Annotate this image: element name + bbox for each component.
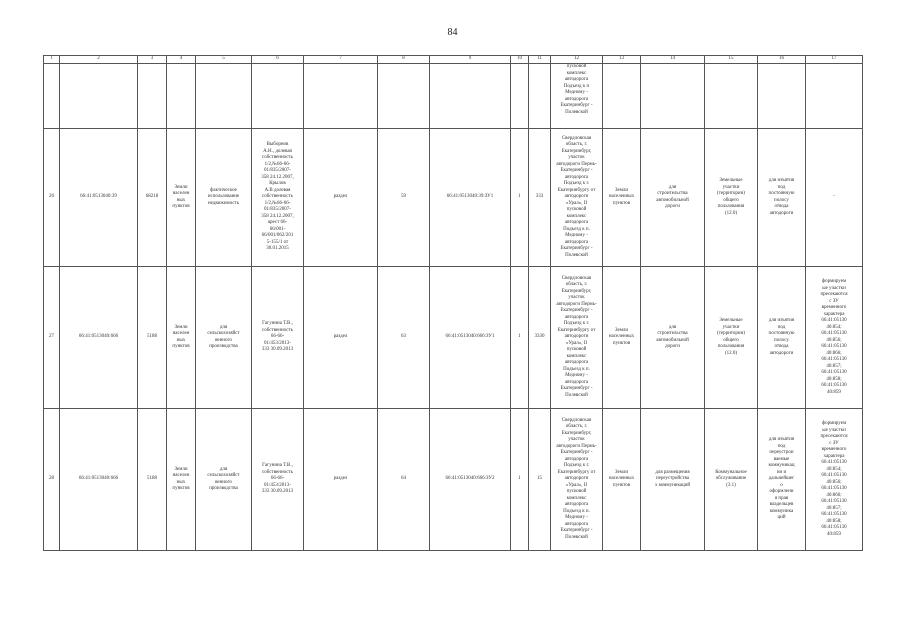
cell-line: дальнейшег [768,476,795,482]
cell-line: 1/2,№66-66- [264,200,291,206]
cell-line: населенных [608,194,635,200]
cell-line: (территории) [717,331,745,336]
cell-line: Земли [174,466,188,472]
cell-line: область, г. [565,424,588,430]
column-number: 8 [378,56,430,64]
formation-method-cell: раздел [304,129,378,267]
formation-method-cell: раздел [304,267,378,409]
cell-line: 66:41:05130 [821,370,847,375]
cell-line: 66/001- [269,226,286,232]
cell-line: участок [568,155,585,161]
cell-line: 333 30.09.2013 [261,489,294,495]
cell-line: населенных [608,476,635,482]
cell-line: участки [722,184,740,190]
cell-line: автодорога [564,456,589,462]
cell-line: автодорога [564,220,589,226]
land-category-cell [167,409,196,551]
new-plot-id-cell: 66:41:0513040:666:ЗУ2 [430,409,511,551]
cell-line: характера [823,311,845,317]
cell-line: пусковой [566,489,587,495]
column-number: 16 [758,56,806,64]
cell-line: с ЗУ [829,298,839,304]
cell-line: общего [723,197,739,203]
notes-cell [806,409,863,551]
cell-line: Медному - [565,233,588,239]
cell-line: 66:41:05130 [821,383,847,388]
cell-line: пресекаются [820,292,848,297]
cell-line: полосу [774,337,789,343]
cell-line: Екатеринбургу от [557,327,596,333]
cell-line: 40:854; [826,466,842,472]
area-cell: 68218 [138,129,167,267]
cadastral-number-cell: 66:41:0513040:666 [60,409,138,551]
column-number: 13 [603,56,641,64]
cell-line: (12.0) [724,210,738,216]
cell-line: переустройства [655,476,690,482]
cell-line: Земли [614,327,629,333]
cell-line: недвижимость [207,200,239,206]
cell-line: х коммуникаций [654,482,691,488]
cell-line: автодорога [564,360,589,366]
cell-line: строительства [657,331,688,336]
area-cell: 5188 [138,409,167,551]
cell-line: венного [215,337,232,343]
cell-line: отвода [774,204,789,209]
contour-cell: 1 [511,267,529,409]
row-number-cell: 26 [44,129,60,267]
column-number: 3 [138,56,167,64]
cell-line: Подъезд к г. [563,181,590,187]
plot-number-cell: 64 [378,409,430,551]
cell-line: 66:41:05130 [821,512,847,517]
cell-line: Гагунина Т.В., [262,321,293,327]
cell-line: для [219,324,228,330]
cell-line: использование [207,194,240,200]
cell-line: Подъезд к п. [563,226,590,232]
cadastral-number-cell: 66:41:0513040:666 [60,267,138,409]
cell-line: автодороги Пермь- [556,161,597,167]
cell-line: пунктов [612,482,631,488]
use-type-cell [705,267,758,409]
cell-line: пусковой [566,207,587,213]
cell-line: дороги [665,344,680,349]
plot-number-cell: 63 [378,267,430,409]
cell-line: 66:41:05130 [821,486,847,491]
formation-method-cell: раздел [304,409,378,551]
cell-line: автодорога [564,502,589,508]
cell-line: область, г. [565,282,588,288]
cell-line: 01/453/2013- [264,340,291,346]
cell-line: пунктов [172,204,190,209]
cell-line: владельцев [769,502,794,508]
cell-line: Подъезд к г. [563,321,590,327]
cell-line: коммуникац [768,463,795,469]
cell-line: пунктов [612,340,631,346]
cell-line: фактическое [210,187,237,193]
cell-line: автомобильной [656,197,689,203]
cell-line: Екатеринбург - [560,103,593,108]
cell-line: формируем [821,279,847,284]
cell-line: автомобильной [656,337,689,343]
row-number-cell: 28 [44,409,60,551]
column-number: 15 [705,56,758,64]
cell-line: Земли [174,324,188,330]
cell-line: для [219,466,228,472]
new-category-cell [603,267,641,409]
row-number-cell: 27 [44,267,60,409]
cell-line: для [668,184,677,190]
contour-cell: 1 [511,129,529,267]
cell-line: участок [568,295,585,301]
cell-line: комплекс [566,213,587,219]
cell-line: Подъезд к г. [563,463,590,469]
cell-line: 40:858; [826,518,842,524]
cell-line: производства [209,344,238,349]
page-number: 84 [447,27,458,38]
plot-number-cell: 59 [378,129,430,267]
cell-line: А.Н., долевая [263,148,292,154]
cell-line: Подъезд к п [563,83,590,89]
cell-line: Екатеринбург, [561,430,592,436]
cell-line: для [668,324,677,330]
cell-line: участки [722,324,740,330]
cell-line: полосу [774,197,789,203]
cell-line: Екатеринбург - [560,168,593,174]
cell-line: (12.0) [724,350,738,356]
cell-line: комплекс [566,353,587,359]
cell-line: Екатеринбург, [561,148,592,154]
cell-line: постоянную [768,331,795,336]
cell-line: участок [568,437,585,443]
cell-line: Земли [614,469,629,475]
seizure-purpose-cell [758,267,806,409]
cell-line: пунктов [612,200,631,206]
location-cell [551,409,603,551]
cell-line: коммуника [769,508,794,514]
new-area-cell: 3330 [529,267,551,409]
cell-line: 66:41:05130 [821,460,847,465]
cell-line: «Урал», II [565,200,588,206]
cell-line: дороги [665,204,680,209]
cell-line: Земельные [719,318,743,323]
cell-line: автодорога [564,239,589,245]
cell-line: автодороги [769,210,794,216]
new-area-cell: 15 [529,409,551,551]
cell-line: автодорога [564,314,589,320]
cell-line: автодороги Пермь- [556,443,597,449]
purpose-cell [641,409,705,551]
permitted-use-cell [196,267,252,409]
cell-line: 40:866; [826,492,842,498]
column-number: 4 [167,56,196,64]
permitted-use-cell [196,129,252,267]
cell-line: 01/453/2013- [264,482,291,488]
cell-line: ии и [776,469,787,475]
cell-line: Екатеринбургу от [557,187,596,193]
column-number-row [44,56,863,64]
cell-line: для размещения [655,469,690,475]
cell-line: Земельные [719,178,743,183]
cell-line: собственность [262,327,293,333]
cell-line: 66:41:05130 [821,357,847,362]
cell-line: Земли [614,187,629,193]
cell-line: - [833,194,835,200]
cell-line: 40:856; [826,479,842,485]
cell-line: 40:858; [826,376,842,382]
rights-holder-cell [252,267,304,409]
cell-line: «Урал», II [565,340,588,346]
new-plot-id-cell: 66:41:0513040:666:ЗУ1 [430,267,511,409]
column-number: 7 [304,56,378,64]
cell-line: Свердловская [561,275,592,281]
cell-line: Екатеринбург - [560,528,593,534]
cell-line: 40:856; [826,337,842,343]
cell-line: 40:854; [826,324,842,330]
cell-line: пусковой [566,347,587,353]
cell-line: 30.01.2015 [266,246,289,252]
cell-line: 66:41:05130 [821,331,847,336]
cell-line: (территории) [717,191,745,196]
column-number: 14 [641,56,705,64]
cell-line: арест 66- [267,220,288,226]
cell-line: 66:41:05130 [821,344,847,349]
cell-line: Полевской [565,252,588,258]
table-row [44,129,863,267]
continuation-row [44,64,863,129]
cell-line: о [780,482,783,488]
cell-line: Коммунальное [715,469,747,475]
cell-line: ных [176,197,186,203]
new-area-cell: 333 [529,129,551,267]
cell-line: 333 30.09.2013 [261,347,294,353]
cell-line: 5-155/1 от [266,239,289,245]
column-number: 9 [430,56,511,64]
cell-line: под [777,324,786,330]
cell-line: сельскохозяйст [207,473,240,478]
location-cell [551,129,603,267]
column-number: 6 [252,56,304,64]
cadastral-number-cell: 66:41:0513040:39 [60,129,138,267]
cell-line: пользования [717,344,745,349]
cell-line: обслуживание [715,476,747,482]
cell-line: область, г. [565,142,588,148]
cell-line: населен [172,473,190,478]
permitted-use-cell [196,409,252,551]
rights-holder-cell [252,129,304,267]
cell-line: комплекс [566,70,587,76]
table-row [44,267,863,409]
cell-line: 01/835/2007- [264,207,291,213]
cell-line: собственность [262,155,293,161]
cell-line: Свердловская [561,417,592,423]
cell-line: 1/2,№66-66- [264,161,291,167]
cell-line: автодорога [564,174,589,180]
cell-line: автодороги [769,350,794,356]
cell-line: 40:859 [827,531,841,537]
cell-line: Медному - [565,90,588,95]
cell-line: отвода [774,344,789,349]
land-category-cell [167,267,196,409]
cell-line: Гагунина Т.В., [262,463,293,469]
cell-line: под [777,443,786,449]
cell-line: постоянную [768,191,795,196]
cell-line: ваемые [773,456,790,462]
cell-line: ных [176,337,186,343]
notes-cell [806,129,863,267]
column-number: 1 [44,56,60,64]
cell-line: 01/835/2007- [264,168,291,174]
land-category-cell [167,129,196,267]
cell-line: собственность [262,469,293,475]
cell-line: переустрои [769,450,794,456]
contour-cell: 1 [511,409,529,551]
seizure-purpose-cell [758,129,806,267]
cell-line: Крылов [269,181,286,187]
cell-line: Полевской [565,109,588,115]
cell-line: оформлени [769,489,794,495]
cell-line: автодороги [564,476,589,482]
cell-line: пусковой [566,64,587,69]
cell-line: для изъятия [768,437,795,443]
cell-line: населен [172,191,190,196]
cell-line: комплекс [566,495,587,501]
cell-line: Выборнов [266,142,289,148]
cell-line: населен [172,331,190,336]
cell-line: для изъятия [768,178,795,183]
new-category-cell [603,129,641,267]
cell-line: 66/001/062/201 [261,233,294,239]
cell-line: автодороги [564,194,589,200]
column-number: 2 [60,56,138,64]
cell-line: с ЗУ [829,440,839,446]
cell-line: ые участки [822,427,846,433]
seizure-purpose-cell [758,409,806,551]
cell-line: Подъезд к п. [563,366,590,372]
cell-line: Екатеринбург, [561,288,592,294]
cell-line: 66:41:05130 [821,525,847,530]
cell-line: Медному - [565,515,588,521]
land-register-table [43,55,863,551]
location-cell [551,267,603,409]
cell-line: Екатеринбургу от [557,469,596,475]
rights-holder-cell [252,409,304,551]
cell-line: 66:41:05130 [821,499,847,504]
cell-line: я прав [774,495,789,501]
cell-line: автодороги [564,334,589,340]
cell-line: ые участки [822,285,846,291]
cell-line: 40:857; [826,505,842,511]
location-continuation-cell [551,64,603,129]
cell-line: Екатеринбург - [560,386,593,392]
cell-line: пользования [717,204,745,209]
cell-line: 358 24.12.2007, [261,174,294,180]
cell-line: «Урал», II [565,482,588,488]
table-row [44,409,863,551]
cell-line: 66:41:05130 [821,473,847,478]
cell-line: 66-66- [270,476,285,482]
cell-line: пунктов [172,486,190,491]
cell-line: 66:41:05130 [821,318,847,323]
cell-line: Екатеринбург - [560,450,593,456]
cell-line: общего [723,337,739,343]
cell-line: пунктов [172,344,190,349]
column-number: 5 [196,56,252,64]
cell-line: Подъезд к п. [563,508,590,514]
purpose-cell [641,267,705,409]
column-number: 11 [529,56,551,64]
cell-line: Земли [174,184,188,190]
column-number: 17 [806,56,863,64]
cell-line: 40:866; [826,350,842,356]
use-type-cell [705,409,758,551]
cell-line: автодороги Пермь- [556,301,597,307]
cell-line: формируем [821,421,847,426]
cell-line: венного [215,479,232,485]
cell-line: ций [777,515,786,521]
column-number: 12 [551,56,603,64]
area-cell: 5188 [138,267,167,409]
cell-line: 66-66- [270,334,285,340]
use-type-cell [705,129,758,267]
cell-line: для изъятия [768,318,795,323]
cell-line: ных [176,479,186,485]
cell-line: строительства [657,191,688,196]
cell-line: 40:857; [826,363,842,369]
cell-line: временного [821,305,847,310]
cell-line: автодорога [564,379,589,385]
cell-line: населенных [608,334,635,340]
cell-line: автодорога [564,521,589,527]
purpose-cell [641,129,705,267]
new-plot-id-cell: 66:41:0513040:39:ЗУ1 [430,129,511,267]
cell-line: под [777,184,786,190]
cell-line: пресекаются [820,434,848,439]
cell-line: автодорога [564,77,589,82]
cell-line: сельскохозяйст [207,331,240,336]
column-number: 10 [511,56,529,64]
cell-line: автодорога [564,96,589,102]
cell-line: собственность [262,194,293,200]
notes-cell [806,267,863,409]
cell-line: Медному - [565,373,588,379]
cell-line: Полевской [565,392,588,398]
cell-line: характера [823,453,845,459]
cell-line: Екатеринбург - [560,308,593,314]
cell-line: 358 24.12.2007, [261,213,294,219]
cell-line: 40:859 [827,389,841,395]
cell-line: производства [209,486,238,491]
cell-line: Свердловская [561,135,592,141]
new-category-cell [603,409,641,551]
cell-line: (3.1) [726,482,736,488]
cell-line: Екатеринбург - [560,246,593,252]
cell-line: А.В долевая [264,187,291,193]
cell-line: временного [821,447,847,452]
cell-line: Полевской [565,534,588,540]
